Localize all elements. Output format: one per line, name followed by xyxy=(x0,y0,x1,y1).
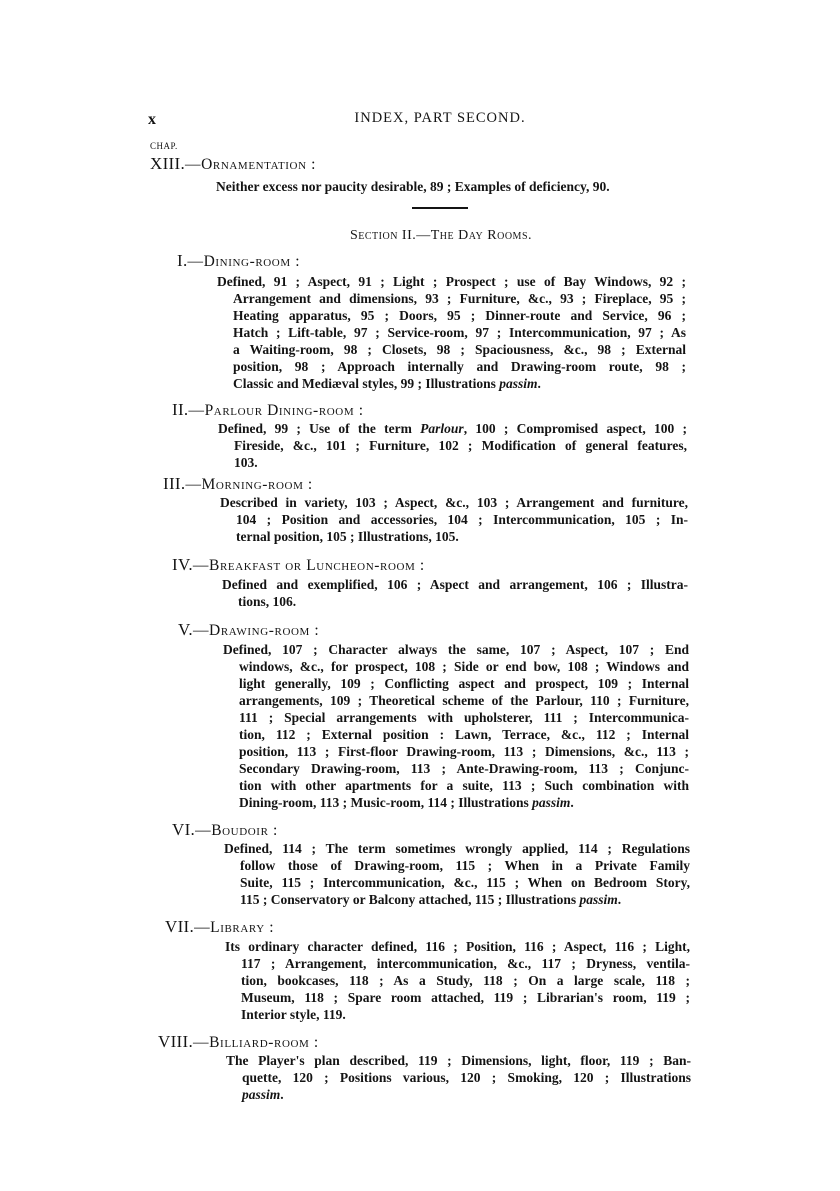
entry-line: a Waiting-room, 98 ; Closets, 98 ; Spaciousness, &c., 98 ; External xyxy=(233,342,686,357)
chapter-title: —Boudoir : xyxy=(195,822,278,839)
entry-line: Interior style, 119. xyxy=(241,1007,346,1022)
entry-line: tion with other apartments for a suite, 113 ; Such combination with xyxy=(239,778,689,793)
entry-line: passim. xyxy=(242,1087,284,1102)
entry-line: Defined, 114 ; The term sometimes wrongly applied, 114 ; Regulations xyxy=(224,841,690,856)
chapter-heading-vi xyxy=(172,820,278,840)
entry-line: Classic and Mediæval styles, 99 ; Illustrations passim. xyxy=(233,376,541,391)
chapter-entries-xiii xyxy=(216,178,671,195)
chapter-title: —Breakfast or Luncheon-room : xyxy=(192,557,425,574)
entry-line: tions, 106. xyxy=(238,594,297,609)
page-number: x xyxy=(148,111,156,128)
chap-label: CHAP. xyxy=(150,141,178,151)
chapter-entries-v xyxy=(223,641,689,811)
entry-line: 115 ; Conservatory or Balcony attached, 115 ; Illustrations passim. xyxy=(240,892,622,907)
entry-line: 117 ; Arrangement, intercommunication, &c., 117 ; Dryness, ventila- xyxy=(241,956,690,971)
chapter-entries-viii xyxy=(226,1052,691,1103)
chapter-heading-iv xyxy=(172,555,425,575)
chapter-heading-vii xyxy=(165,917,274,937)
entry-line: 104 ; Position and accessories, 104 ; Intercommunication, 105 ; In- xyxy=(236,512,688,527)
entry-line: 103. xyxy=(234,455,258,470)
chapter-title: —Parlour Dining-room : xyxy=(188,402,364,419)
entry-line: Arrangement and dimensions, 93 ; Furniture, &c., 93 ; Fireplace, 95 ; xyxy=(233,291,686,306)
entry-line: windows, &c., for prospect, 108 ; Side or end bow, 108 ; Windows and xyxy=(239,659,689,674)
chapter-heading-ii xyxy=(172,400,364,420)
chapter-numeral: VII. xyxy=(165,917,195,936)
chapter-entries-vi xyxy=(224,840,690,908)
entry-line: Defined, 99 ; Use of the term Parlour, 100 ; Compromised aspect, 100 ; xyxy=(218,421,688,436)
entry-line: Described in variety, 103 ; Aspect, &c., 103 ; Arrangement and furniture, xyxy=(220,495,688,510)
chapter-heading-iii xyxy=(163,474,313,494)
chapter-heading-v xyxy=(178,620,319,640)
entry-line: light generally, 109 ; Conflicting aspect and prospect, 109 ; Internal xyxy=(239,676,689,691)
running-title: INDEX, PART SECOND. xyxy=(354,110,526,126)
entry-line: quette, 120 ; Positions various, 120 ; Smoking, 120 ; Illustrations xyxy=(242,1070,691,1085)
chapter-numeral: V. xyxy=(178,620,193,639)
chapter-numeral: VIII. xyxy=(158,1032,194,1051)
entry-line: 111 ; Special arrangements with upholsterer, 111 ; Intercommunica- xyxy=(239,710,689,725)
entry-line: Neither excess nor paucity desirable, 89 ; Examples of deficiency, 90. xyxy=(216,179,610,194)
chapter-numeral: IV. xyxy=(172,555,193,574)
entry-line: Fireside, &c., 101 ; Furniture, 102 ; Modification of general features, xyxy=(234,438,687,453)
entry-line: ternal position, 105 ; Illustrations, 105. xyxy=(236,529,459,544)
entry-line: Defined and exemplified, 106 ; Aspect and arrangement, 106 ; Illustra- xyxy=(222,577,688,592)
chapter-title: —Morning-room : xyxy=(185,476,313,493)
chapter-heading-i xyxy=(177,251,300,271)
chapter-numeral: III. xyxy=(163,474,186,493)
chapter-title: —Drawing-room : xyxy=(192,622,320,639)
chapter-entries-ii xyxy=(218,420,687,471)
chapter-entries-vii xyxy=(225,938,690,1023)
entry-line: tion, bookcases, 118 ; As a Study, 118 ; On a large scale, 118 ; xyxy=(241,973,690,988)
entry-line: Defined, 107 ; Character always the same, 107 ; Aspect, 107 ; End xyxy=(223,642,689,657)
entry-line: Heating apparatus, 95 ; Doors, 95 ; Dinner-route and Service, 96 ; xyxy=(233,308,686,323)
section-heading: Section II.—The Day Rooms. xyxy=(349,228,533,243)
entry-line: Its ordinary character defined, 116 ; Position, 116 ; Aspect, 116 ; Light, xyxy=(225,939,690,954)
entry-line: Museum, 118 ; Spare room attached, 119 ; Librarian's room, 119 ; xyxy=(241,990,690,1005)
entry-line: tion, 112 ; External position : Lawn, Terrace, &c., 112 ; Internal xyxy=(239,727,689,742)
chapter-numeral: XIII. xyxy=(150,154,186,173)
entry-line: position, 98 ; Approach internally and Drawing-room route, 98 ; xyxy=(233,359,686,374)
chapter-title: —Ornamentation : xyxy=(185,156,316,173)
entry-line: Suite, 115 ; Intercommunication, &c., 115 ; When on Bedroom Story, xyxy=(240,875,690,890)
chapter-heading-viii xyxy=(158,1032,319,1052)
chapter-entries-iii xyxy=(220,494,688,545)
chapter-numeral: II. xyxy=(172,400,189,419)
chapter-title: —Library : xyxy=(194,919,275,936)
chapter-entries-iv xyxy=(222,576,688,610)
entry-line: follow those of Drawing-room, 115 ; When in a Private Family xyxy=(240,858,690,873)
entry-line: Dining-room, 113 ; Music-room, 114 ; Illustrations passim. xyxy=(239,795,574,810)
entry-line: arrangements, 109 ; Theoretical scheme of the Parlour, 110 ; Furniture, xyxy=(239,693,689,708)
chapter-title: —Dining-room : xyxy=(187,253,301,270)
entry-line: Secondary Drawing-room, 113 ; Ante-Drawing-room, 113 ; Conjunc- xyxy=(239,761,689,776)
chapter-numeral: I. xyxy=(177,251,188,270)
entry-line: Hatch ; Lift-table, 97 ; Service-room, 97 ; Intercommunication, 97 ; As xyxy=(233,325,686,340)
chapter-entries-i xyxy=(217,273,686,392)
section-divider xyxy=(412,207,468,209)
entry-line: Defined, 91 ; Aspect, 91 ; Light ; Prospect ; use of Bay Windows, 92 ; xyxy=(217,274,686,289)
chapter-numeral: VI. xyxy=(172,820,196,839)
chapter-heading-xiii xyxy=(150,154,316,174)
chapter-title: —Billiard-room : xyxy=(193,1034,319,1051)
entry-line: position, 113 ; First-floor Drawing-room, 113 ; Dimensions, &c., 113 ; xyxy=(239,744,689,759)
entry-line: The Player's plan described, 119 ; Dimensions, light, floor, 119 ; Ban- xyxy=(226,1053,691,1068)
